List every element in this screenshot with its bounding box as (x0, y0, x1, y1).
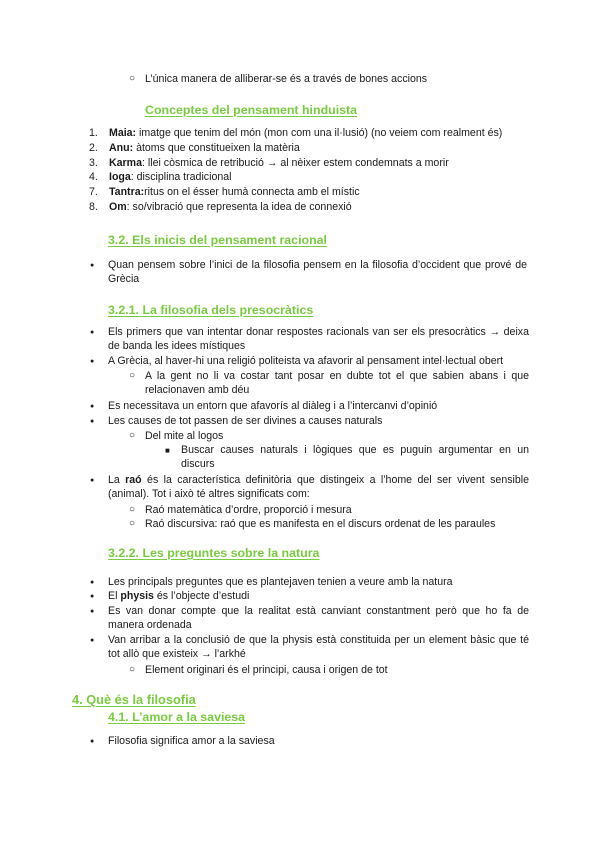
list-item: Del mite al logos (145, 430, 224, 442)
section-heading: Conceptes del pensament hinduista (145, 103, 358, 117)
list-item: Quan pensem sobre l’inici de la filosofia pensem en la filosofia d’occident que prové de Grècia (108, 259, 527, 285)
bullet-marker (90, 400, 94, 416)
list-item: A la gent no li va costar tant posar en dubte tot el que sabien abans i que relacionaven amb déu (145, 370, 529, 396)
sub-bullet-marker (129, 71, 135, 86)
sub-bullet-marker (129, 502, 135, 517)
sub-sub-bullet-marker (165, 444, 170, 459)
section-heading: 3.2.2. Les preguntes sobre la natura (108, 546, 320, 560)
list-item: Es van donar compte que la realitat està canviant constantment però que ho fa de manera ordenada (108, 605, 529, 631)
section-heading: 4. Què és la filosofia (72, 692, 196, 707)
list-item: 3. Karma: llei còsmica de retribució → al nèixer estem condemnats a morir (89, 157, 449, 169)
section-heading: 3.2.1. La filosofia dels presocràtics (108, 303, 314, 317)
sub-bullet-marker (129, 428, 135, 443)
list-item: Les principals preguntes que es plantejaven tenien a veure amb la natura (108, 576, 453, 588)
list-item: 7. Tantra:ritus on el ésser humà connecta amb el místic (89, 186, 360, 198)
list-item: El physis és l’objecte d’estudi (108, 590, 250, 602)
list-item: Filosofia significa amor a la saviesa (108, 735, 275, 747)
list-item: Els primers que van intentar donar respostes racionals van ser els presocràtics → deixa de banda les idees místiques (108, 326, 529, 352)
list-item: 4. Ioga: disciplina tradicional (89, 171, 232, 183)
bullet-marker (90, 735, 94, 751)
sub-bullet-marker (129, 662, 135, 677)
bullet-marker (90, 259, 94, 275)
list-item: L’única manera de alliberar-se és a través de bones accions (145, 73, 428, 85)
list-item: Element originari és el principi, causa i origen de tot (145, 664, 388, 676)
list-item: 2. Anu: àtoms que constitueixen la matèria (89, 142, 300, 154)
list-item: La raó és la característica definitòria que distingeix a l’home del ser vivent sensible (animal). Tot i això té altres significats com: (108, 474, 529, 500)
list-item: Raó matemàtica d’ordre, proporció i mesura (145, 504, 352, 516)
list-item: Van arribar a la conclusió de que la physis està constituida per un element bàsic que té tot allò que existeix → l’arkhé (108, 634, 529, 660)
section-heading: 3.2. Els inicis del pensament racional (108, 233, 327, 247)
bullet-marker (90, 355, 94, 371)
section-heading: 4.1. L’amor a la saviesa (108, 710, 246, 724)
bullet-marker (90, 605, 94, 621)
bullet-marker (90, 326, 94, 342)
sub-bullet-marker (129, 368, 135, 383)
list-item: 1. Maia: imatge que tenim del món (mon com una il·lusió) (no veiem com realment és) (89, 127, 503, 139)
bullet-marker (90, 415, 94, 431)
bullet-marker (90, 634, 94, 650)
bullet-marker (90, 590, 94, 606)
list-item: Es necessitava un entorn que afavorís al diàleg i a l’intercanvi d’opinió (108, 400, 438, 412)
sub-bullet-marker (129, 516, 135, 531)
list-item: 8. Om: so/vibració que representa la idea de connexió (89, 201, 352, 213)
list-item: Raó discursiva: raó que es manifesta en el discurs ordenat de les paraules (145, 518, 496, 530)
list-item: A Grècia, al haver-hi una religió politeista va afavorir al pensament intel·lectual obert (108, 355, 504, 367)
list-item: Les causes de tot passen de ser divines a causes naturals (108, 415, 383, 427)
list-item: Buscar causes naturals i lògiques que es puguin argumentar en un discurs (181, 444, 529, 470)
bullet-marker (90, 474, 94, 490)
